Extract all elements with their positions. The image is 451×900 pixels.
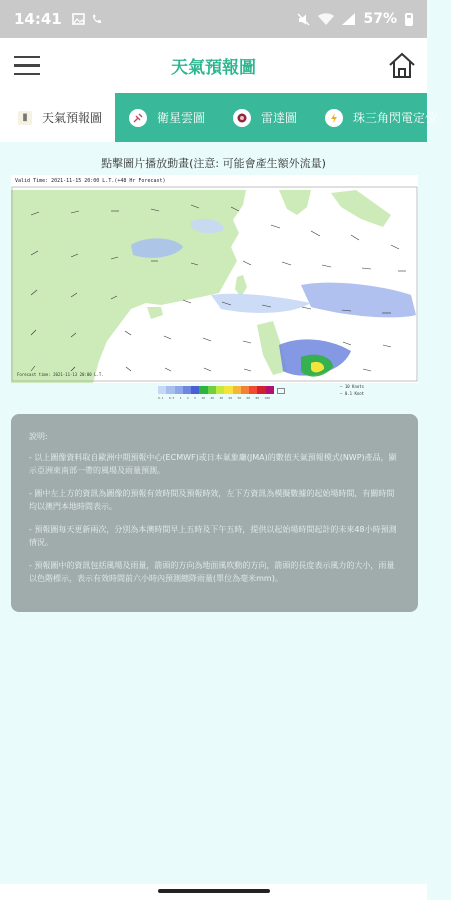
legend-swatch	[233, 386, 241, 394]
battery-percent: 57%	[363, 11, 397, 27]
legend-swatch	[208, 386, 216, 394]
status-time: 14:41	[14, 10, 62, 28]
notification-icons	[72, 13, 103, 25]
legend-tick: 10	[201, 396, 205, 400]
tab-satellite[interactable]	[115, 93, 219, 142]
legend-tick: 50	[237, 396, 242, 400]
menu-button[interactable]	[0, 38, 54, 93]
legend-tick: 2	[186, 396, 189, 400]
legend-tick: 80	[255, 396, 260, 400]
tab-bar	[0, 93, 438, 142]
app-bar	[0, 38, 427, 93]
satellite-icon	[129, 109, 147, 127]
legend-swatch	[183, 386, 191, 394]
legend-tick: 100	[264, 396, 270, 400]
description-item: - 圖中左上方的資訊為圖像的預報有效時間及預報時效，左下方資訊為模擬數據的起始場時間，有關時間均以澳門本地時間表示。	[29, 489, 395, 511]
description-title: 說明:	[29, 432, 48, 441]
map-forecast-time: Forecast time: 2021-11-13 20:00 L.T.	[17, 372, 104, 377]
legend-swatch	[216, 386, 224, 394]
system-nav-bar	[0, 884, 427, 900]
legend-swatch	[166, 386, 174, 394]
legend-swatch	[266, 386, 274, 394]
legend-swatch	[249, 386, 257, 394]
page-title: 天氣預報圖	[171, 58, 256, 78]
legend-tick: 1	[179, 396, 182, 400]
description-item: - 預報圖每天更新兩次，分別為本澳時間早上五時及下午五時，提供以起始場時間起計的未來48小時預測情況。	[29, 525, 397, 547]
forecast-map-graphic	[11, 175, 418, 383]
tab-weather-forecast-map[interactable]	[0, 93, 115, 142]
legend-tick: 5	[194, 396, 196, 400]
wind-legend-item: — 10 Knots	[340, 384, 365, 389]
rain-legend-bar	[158, 386, 274, 394]
legend-swatch	[241, 386, 249, 394]
battery-icon	[405, 13, 413, 26]
legend-swatch	[175, 386, 183, 394]
legend-swatch	[158, 386, 166, 394]
tab-lightning[interactable]	[311, 93, 451, 142]
home-icon[interactable]	[387, 50, 417, 80]
call-forward-icon	[91, 13, 103, 25]
signal-icon	[342, 13, 355, 25]
radar-icon	[233, 109, 251, 127]
hamburger-line	[14, 64, 40, 67]
legend-tick: 60	[246, 396, 251, 400]
hamburger-line	[14, 73, 40, 76]
description-item: - 以上圖像資料取自歐洲中期預報中心(ECMWF)或日本氣象廳(JMA)的數值天氣預報模式(NWP)產品，顯示亞洲東南部一帶的風場及雨量預測。	[29, 453, 397, 475]
legend-swatch	[199, 386, 207, 394]
map-valid-time: Valid Time: 2021-11-15 20:00 L.T.(+48 Hr Forecast)	[15, 178, 166, 184]
mute-icon	[297, 13, 310, 26]
legend-unit-box	[277, 388, 285, 394]
description-panel	[11, 414, 418, 612]
wind-legend	[340, 383, 364, 397]
hamburger-line	[14, 56, 40, 59]
wind-legend-item: — 0.1 Knot	[340, 391, 365, 396]
legend-tick: 30	[219, 396, 223, 400]
tab-label: 衛星雲圖	[157, 111, 206, 125]
forecast-map-image[interactable]	[11, 175, 418, 383]
tab-radar[interactable]	[219, 93, 311, 142]
legend-tick: 0.5	[168, 396, 175, 400]
description-item: - 預報圖中的資訊包括風場及雨量，箭頭的方向為地面風吹動的方向，箭頭的長度表示風力的大小，雨量以色階標示，表示有效時間前六小時內預測總降雨量(單位為毫米mm)。	[29, 561, 395, 583]
tab-label: 天氣預報圖	[42, 111, 103, 125]
map-icon: ▮	[18, 111, 32, 125]
legend-tick: 40	[228, 396, 233, 400]
tab-label: 雷達圖	[261, 111, 298, 125]
rain-legend-scale	[158, 396, 270, 400]
legend-tick: 20	[210, 396, 214, 400]
status-bar	[0, 0, 427, 38]
legend-swatch	[191, 386, 199, 394]
home-gesture-handle[interactable]	[158, 889, 270, 893]
playback-hint: 點擊圖片播放動畫(注意: 可能會產生額外流量)	[101, 157, 326, 170]
status-right	[297, 11, 413, 27]
lightning-icon	[325, 109, 343, 127]
gallery-icon	[72, 13, 85, 25]
legend-swatch	[224, 386, 232, 394]
wifi-icon	[318, 13, 334, 25]
legend-tick: 0.1	[158, 396, 164, 400]
tab-label: 珠三角閃電定位	[353, 111, 438, 125]
legend-swatch	[257, 386, 265, 394]
